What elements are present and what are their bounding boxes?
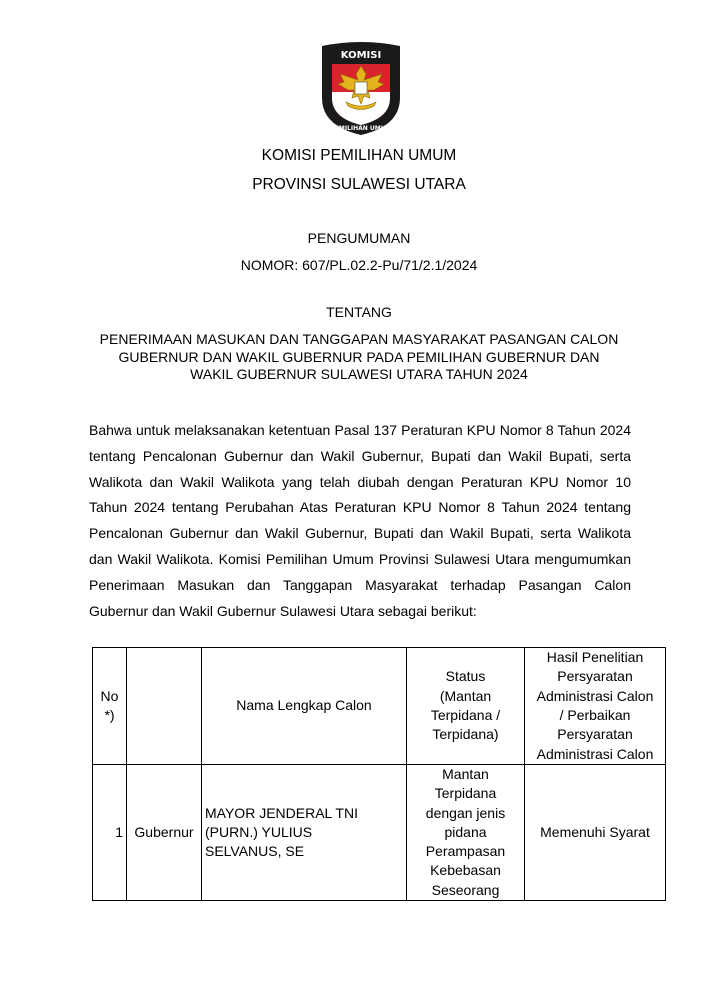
- header-no: No *): [93, 648, 127, 765]
- cell-result: Memenuhi Syarat: [525, 765, 666, 901]
- announcement-number: NOMOR: 607/PL.02.2-Pu/71/2.1/2024: [240, 257, 478, 273]
- table-header-row: [93, 648, 666, 765]
- candidate-table: [92, 647, 666, 901]
- announcement-title: [80, 331, 638, 384]
- announcement-about: TENTANG: [326, 304, 392, 320]
- title-line: WAKIL GUBERNUR SULAWESI UTARA TAHUN 2024: [190, 366, 528, 382]
- title-line: PENERIMAAN MASUKAN DAN TANGGAPAN MASYARAKAT PASANGAN CALON: [99, 331, 619, 347]
- header-position: [127, 648, 202, 765]
- cell-status: Mantan Terpidana dengan jenis pidana Perampasan Kebebasan Seseorang: [407, 765, 525, 901]
- logo-top-text: KOMISI: [340, 50, 382, 61]
- body-paragraph: Bahwa untuk melaksanakan ketentuan Pasal 137 Peraturan KPU Nomor 8 Tahun 2024 tentang Pencalonan Gubernur dan Wakil Gubernur, Bupati dan Wakil Bupati, serta Walikota dan Wakil Walikota yang telah diubah dengan Peraturan KPU Nomor 10 Tahun 2024 tentang Perubahan Atas Peraturan KPU Nomor 8 Tahun 2024 tentang Pencalonan Gubernur dan Wakil Gubernur, Bupati dan Wakil Bupati, serta Walikota dan Wakil Walikota. Komisi Pemilihan Umum Provinsi Sulawesi Utara mengumumkan Penerimaan Masukan dan Tanggapan Masyarakat terhadap Pasangan Calon Gubernur dan Wakil Gubernur Sulawesi Utara sebagai berikut:: [89, 422, 631, 619]
- header-line-2: PROVINSI SULAWESI UTARA: [252, 176, 466, 193]
- kpu-logo: [318, 40, 404, 136]
- logo-bottom-text: PEMILIHAN UMUM: [330, 125, 392, 132]
- announcement-label: PENGUMUMAN: [307, 230, 411, 246]
- cell-no: 1: [93, 765, 127, 901]
- cell-position: Gubernur: [127, 765, 202, 901]
- title-line: GUBERNUR DAN WAKIL GUBERNUR PADA PEMILIHAN GUBERNUR DAN: [118, 348, 600, 365]
- header-line-1: KOMISI PEMILIHAN UMUM: [261, 147, 457, 164]
- cell-name: MAYOR JENDERAL TNI (PURN.) YULIUS SELVANUS, SE: [202, 765, 407, 901]
- header-status: Status (Mantan Terpidana / Terpidana): [407, 648, 525, 765]
- header-result: Hasil Penelitian Persyaratan Administrasi Calon / Perbaikan Persyaratan Administrasi Calon: [525, 648, 666, 765]
- header-name: Nama Lengkap Calon: [202, 648, 407, 765]
- table-row: [93, 765, 666, 901]
